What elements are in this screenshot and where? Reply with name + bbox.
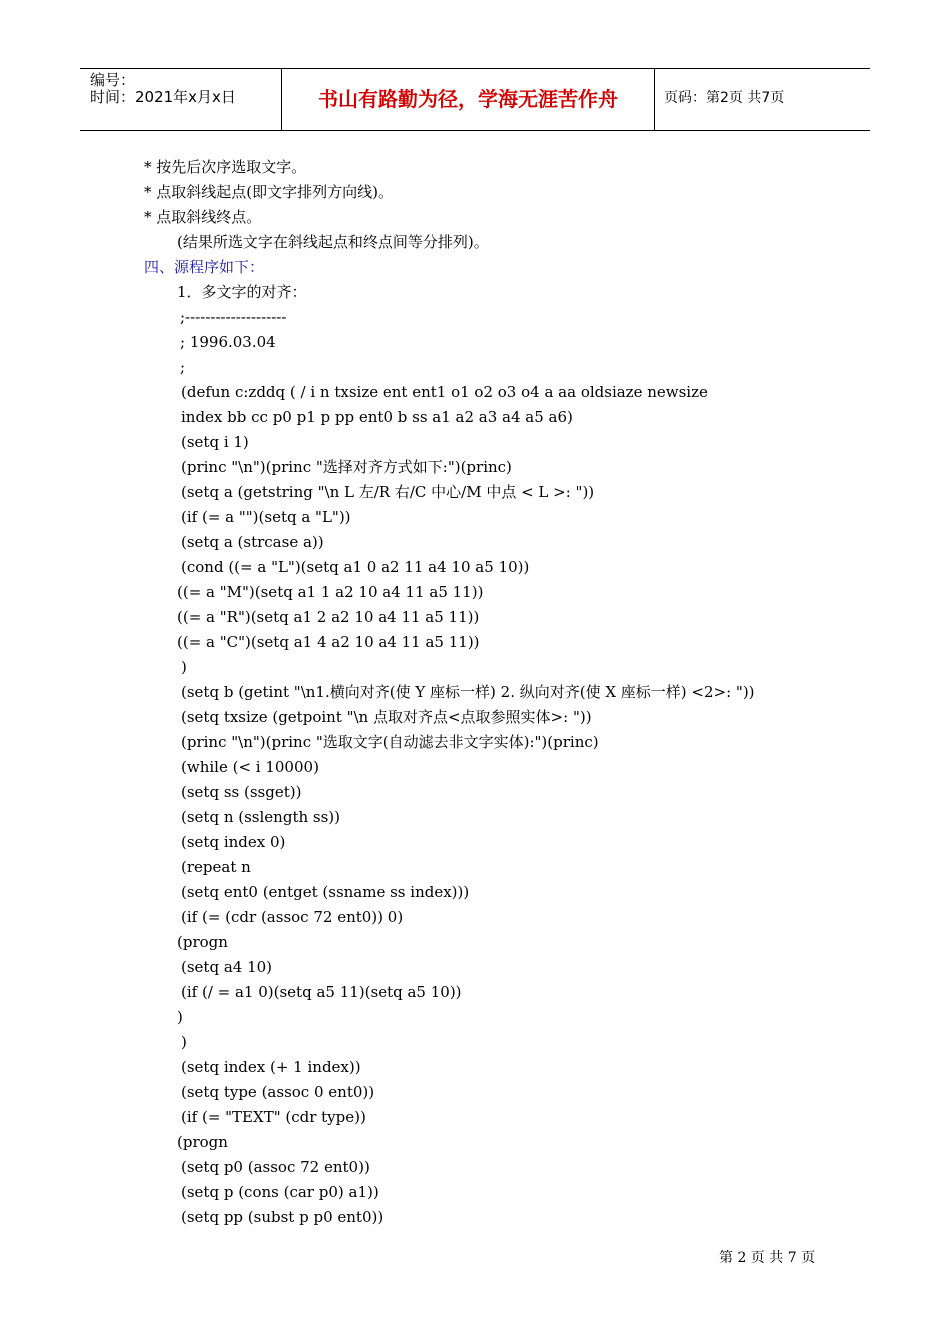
code-line: (progn	[177, 933, 228, 951]
code-line: (princ "\n")(princ "选择对齐方式如下:")(princ)	[181, 458, 512, 476]
code-line: (setq p0 (assoc 72 ent0))	[181, 1158, 370, 1176]
bullet-line: * 按先后次序选取文字。	[144, 158, 307, 176]
number-label: 编号：	[90, 71, 136, 89]
bullet-line: * 点取斜线终点。	[144, 208, 262, 226]
code-line: (setq ss (ssget))	[181, 783, 302, 801]
header-motto-cell	[282, 69, 655, 130]
code-line: (setq ent0 (entget (ssname ss index)))	[181, 883, 470, 901]
code-line: )	[181, 658, 187, 676]
page-header	[80, 68, 870, 131]
code-line: (while (< i 10000)	[181, 758, 319, 776]
result-note: (结果所选文字在斜线起点和终点间等分排列)。	[177, 233, 489, 251]
code-line: (defun c:zddq ( / i n txsize ent ent1 o1 o2 o3 o4 a aa oldsiaze newsize	[181, 383, 708, 401]
code-line: (setq txsize (getpoint "\n 点取对齐点<点取参照实体>: "))	[181, 708, 592, 726]
subsection-heading: 1．多文字的对齐：	[177, 283, 307, 301]
code-line: ;--------------------	[180, 308, 287, 326]
code-line: (cond ((= a "L")(setq a1 0 a2 11 a4 10 a5 10))	[181, 558, 530, 576]
code-line: index bb cc p0 p1 p pp ent0 b ss a1 a2 a3 a4 a5 a6)	[181, 408, 573, 426]
header-page-cell	[655, 69, 870, 130]
code-line: (setq index 0)	[181, 833, 286, 851]
code-line: (princ "\n")(princ "选取文字(自动滤去非文字实体):")(princ)	[181, 733, 599, 751]
code-line: (if (/ = a1 0)(setq a5 11)(setq a5 10))	[181, 983, 462, 1001]
motto: 书山有路勤为径，学海无涯苦作舟	[318, 87, 618, 111]
date-label: 时间：2021年x月x日	[90, 88, 236, 106]
code-line: (repeat n	[181, 858, 251, 876]
code-line: (setq i 1)	[181, 433, 249, 451]
header-meta-cell	[80, 69, 282, 130]
code-line: (setq pp (subst p p0 ent0))	[181, 1208, 384, 1226]
code-line: ((= a "R")(setq a1 2 a2 10 a4 11 a5 11))	[177, 608, 480, 626]
code-line: (setq a4 10)	[181, 958, 273, 976]
code-line: ;	[180, 358, 186, 376]
code-line: (setq p (cons (car p0) a1))	[181, 1183, 379, 1201]
page-footer: 第 2 页 共 7 页	[719, 1250, 816, 1266]
code-line: (if (= a "")(setq a "L"))	[181, 508, 351, 526]
code-line: (setq index (+ 1 index))	[181, 1058, 361, 1076]
code-line: (setq a (getstring "\n L 左/R 右/C 中心/M 中点 < L >: "))	[181, 483, 595, 501]
code-line: (progn	[177, 1133, 228, 1151]
section-heading: 四、源程序如下：	[144, 258, 265, 276]
code-line: (setq type (assoc 0 ent0))	[181, 1083, 375, 1101]
code-line: )	[181, 1033, 187, 1051]
code-line: ((= a "M")(setq a1 1 a2 10 a4 11 a5 11))	[177, 583, 484, 601]
bullet-line: * 点取斜线起点(即文字排列方向线)。	[144, 183, 393, 201]
code-line: ((= a "C")(setq a1 4 a2 10 a4 11 a5 11))	[177, 633, 480, 651]
code-line: )	[177, 1008, 183, 1026]
code-line: (setq b (getint "\n1.横向对齐(使 Y 座标一样) 2. 纵向对齐(使 X 座标一样) <2>: "))	[181, 683, 755, 701]
code-line: ; 1996.03.04	[180, 333, 276, 351]
code-line: (if (= "TEXT" (cdr type))	[181, 1108, 366, 1126]
page-info: 页码：第2页 共7页	[664, 90, 785, 106]
code-line: (if (= (cdr (assoc 72 ent0)) 0)	[181, 908, 404, 926]
code-line: (setq a (strcase a))	[181, 533, 324, 551]
code-line: (setq n (sslength ss))	[181, 808, 340, 826]
